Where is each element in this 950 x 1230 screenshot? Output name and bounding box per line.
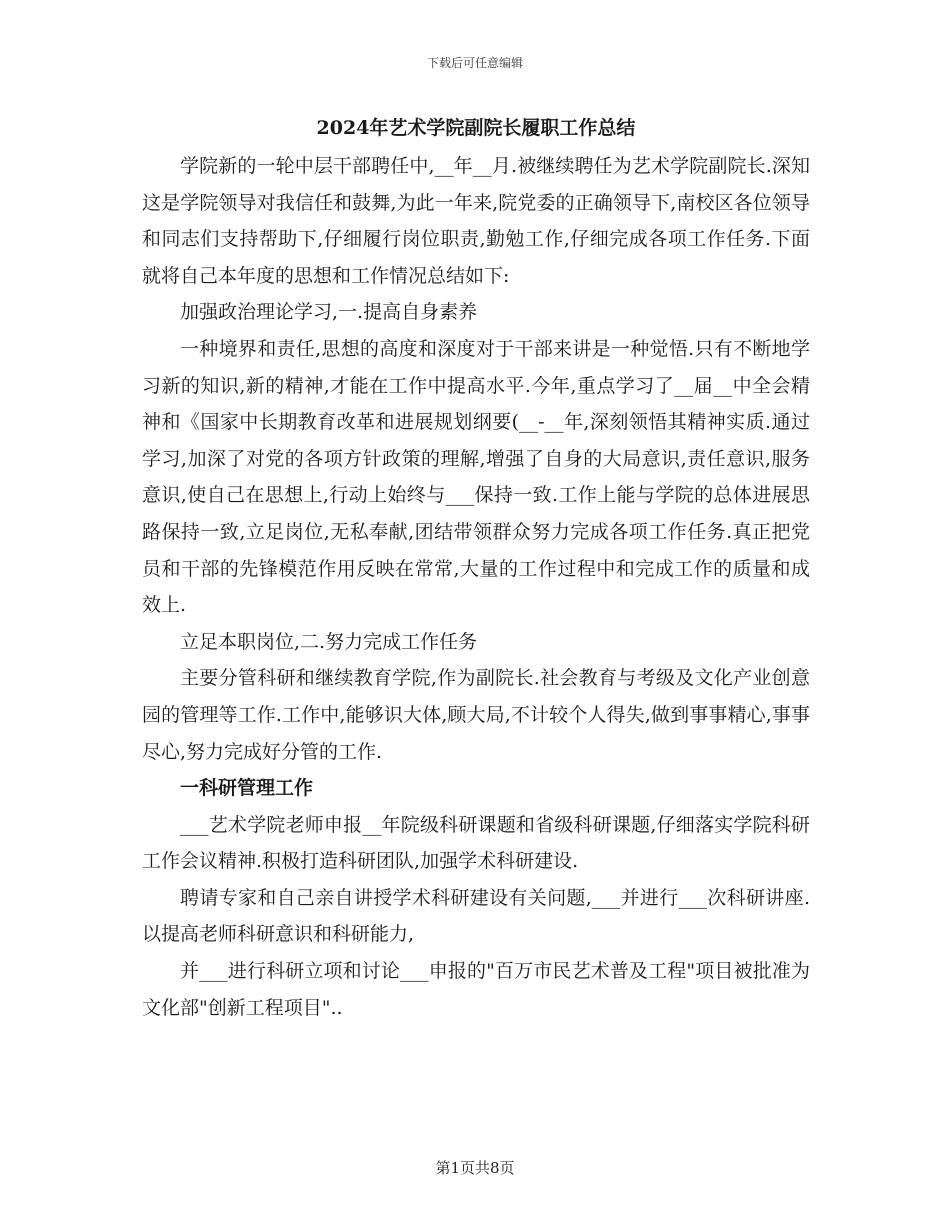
paragraph-research-3: 并___进行科研立项和讨论___申报的"百万市民艺术普及工程"项目被批准为文化部"创新工程项目".. (142, 960, 810, 1019)
subsection-heading-research: 一科研管理工作 (180, 777, 314, 800)
document-body (142, 112, 810, 1026)
paragraph-duties: 主要分管科研和继续教育学院,作为副院长.社会教育与考级及文化产业创意园的管理等工作.工作中,能够识大体,顾大局,不计较个人得失,做到事事精心,事事尽心,努力完成好分管的工作. (142, 667, 810, 763)
section-heading-2: 立足本职岗位,二.努力完成工作任务 (180, 630, 478, 653)
paragraph-intro: 学院新的一轮中层干部聘任中,__年__月.被继续聘任为艺术学院副院长.深知这是学院领导对我信任和鼓舞,为此一年来,院党委的正确领导下,南校区各位领导和同志们支持帮助下,仔细履行岗位职责,勤勉工作,仔细完成各项工作任务.下面就将自己本年度的思想和工作情况总结如下: (142, 155, 810, 287)
document-title: 2024年艺术学院副院长履职工作总结 (316, 117, 636, 139)
page-indicator: 第1页共8页 (435, 1159, 515, 1177)
paragraph-research-1: ___艺术学院老师申报__年院级科研课题和省级科研课题,仔细落实学院科研工作会议精神.积极打造科研团队,加强学术科研建设. (142, 813, 810, 873)
paragraph-study: 一种境界和责任,思想的高度和深度对于干部来讲是一种觉悟.只有不断地学习新的知识,新的精神,才能在工作中提高水平.今年,重点学习了__届__中全会精神和《国家中长期教育改革和进展规划纲要(__-__年,深刻领悟其精神实质.通过学习,加深了对党的各项方针政策的理解,增强了自身的大局意识,责任意识,服务意识,使自己在思想上,行动上始终与___保持一致.工作上能与学院的总体进展思路保持一致,立足岗位,无私奉献,团结带领群众努力完成各项工作任务.真正把党员和干部的先锋模范作用反映在常常,大量的工作过程中和完成工作的质量和成效上. (142, 337, 810, 617)
paragraph-research-2: 聘请专家和自己亲自讲授学术科研建设有关问题,___并进行___次科研讲座.以提高老师科研意识和科研能力, (142, 886, 810, 946)
section-heading-1: 加强政治理论学习,一.提高自身素养 (180, 301, 478, 324)
page-header-note: 下载后可任意编辑 (426, 56, 523, 70)
